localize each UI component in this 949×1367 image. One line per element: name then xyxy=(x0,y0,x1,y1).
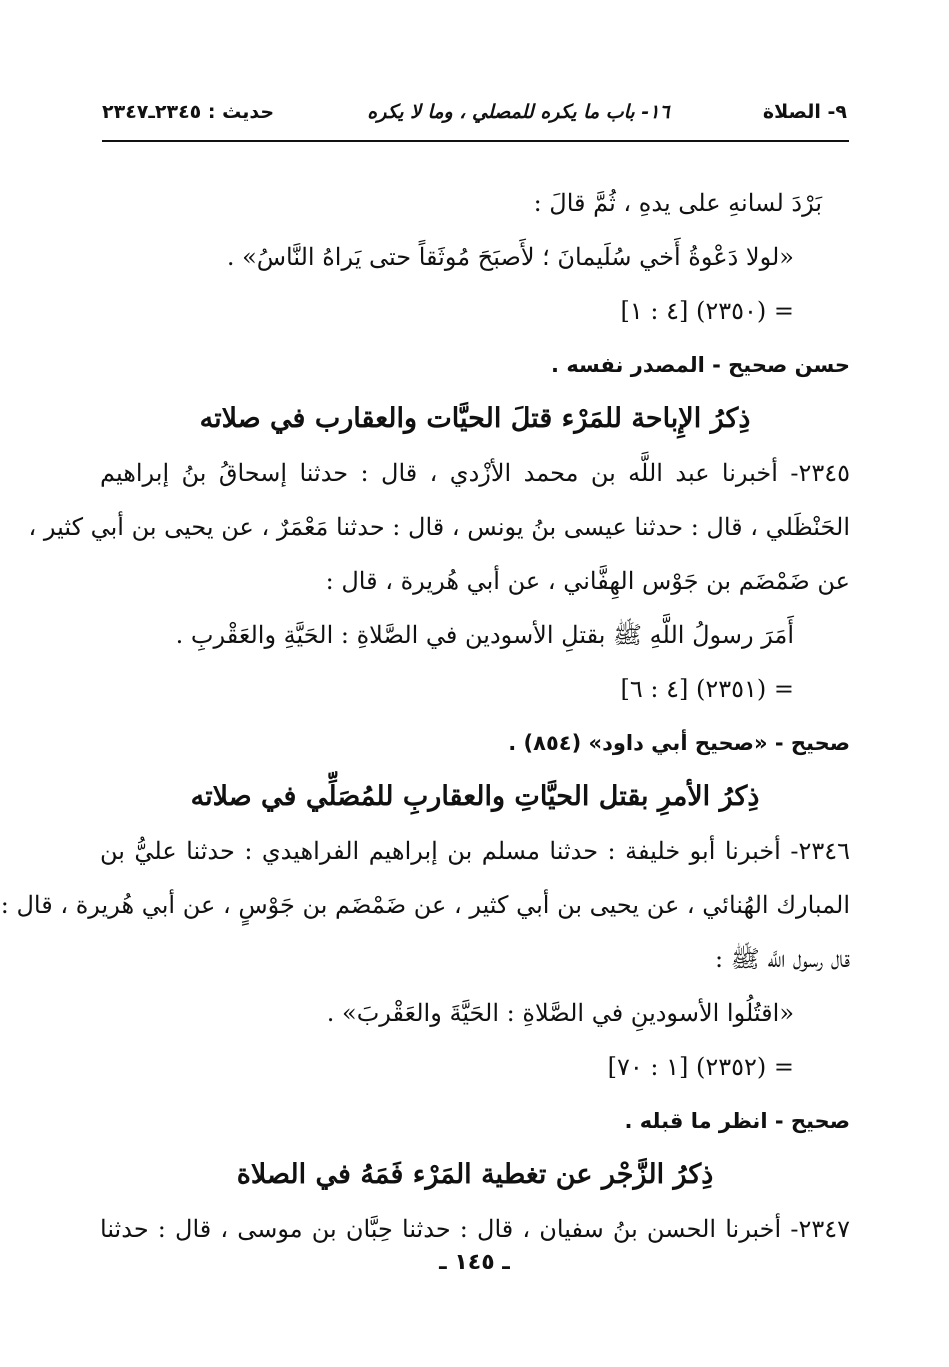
section-heading: ذِكرُ الأمرِ بقتل الحيَّاتِ والعقاربِ للمُصَلِّي في صلاته xyxy=(190,781,760,812)
grading-line: صحيح - انظر ما قبله . xyxy=(624,1109,850,1133)
header-rule xyxy=(102,140,849,142)
section-heading: ذِكرُ الزَّجْر عن تغطية المَرْء فَمَهُ في الصلاة xyxy=(236,1159,714,1190)
reference-line: = (٢٣٥٠) [٤ : ١] xyxy=(620,297,794,325)
page-number: ـ ١٤٥ ـ xyxy=(439,1250,510,1275)
grading-line: حسن صحيح - المصدر نفسه . xyxy=(551,353,850,377)
text-line: ٢٣٤٧- أخبرنا الحسن بنُ سفيان ، قال : حدثنا حِبَّان بن موسى ، قال : حدثنا xyxy=(100,1215,850,1243)
reference-line: = (٢٣٥١) [٤ : ٦] xyxy=(620,675,794,703)
hadith-text-line: أَمَرَ رسولُ اللَّهِ ﷺ بقتلِ الأسودين في الصَّلاةِ : الحَيَّةِ والعَقْربِ . xyxy=(175,621,794,649)
grading-line: صحيح - «صحيح أبي داود» (٨٥٤) . xyxy=(508,731,850,755)
text-line: الحَنْظَلي ، قال : حدثنا عيسى بنُ يونس ، قال : حدثنا مَعْمَرٌ ، عن يحيى بن أبي كثير ، xyxy=(28,513,850,541)
header-section: ١٦- باب ما يكره للمصلي ، وما لا يكره xyxy=(367,101,670,123)
text-line: بَرْدَ لسانهِ على يدهِ ، ثُمَّ قالَ : xyxy=(533,189,822,217)
page-body xyxy=(0,176,850,1256)
text-line: المبارك الهُنائي ، عن يحيى بن أبي كثير ، عن ضَمْضَم بن جَوْسٍ ، عن أبي هُريرة ، قال : xyxy=(0,891,850,919)
quote-line: «لولا دَعْوةُ أَخي سُلَيمانَ ؛ لأَصبَحَ مُوثَقاً حتى يَراهُ النَّاسُ» . xyxy=(226,243,794,271)
text-line: عن ضَمْضَم بن جَوْس الهِفَّاني ، عن أبي هُريرة ، قال : xyxy=(325,567,850,595)
page-header xyxy=(102,92,847,132)
reference-line: = (٢٣٥٢) [١ : ٧٠] xyxy=(607,1053,794,1081)
quote-line: «اقتُلُوا الأسودينِ في الصَّلاةِ : الحَيَّةَ والعَقْربَ» . xyxy=(326,999,794,1027)
header-hadith-range: حديث : ٢٣٤٥ـ٢٣٤٧ xyxy=(102,101,275,123)
header-chapter: ٩- الصلاة xyxy=(762,101,847,123)
section-heading: ذِكرُ الإِباحة للمَرْء قتلَ الحيَّات والعقارب في صلاته xyxy=(199,403,751,434)
text-line: ٢٣٤٦- أخبرنا أبو خليفة : حدثنا مسلم بن إبراهيم الفراهيدي : حدثنا عليُّ بن xyxy=(100,837,850,865)
text-line: ٢٣٤٥- أخبرنا عبد اللَّه بن محمد الأزْدي ، قال : حدثنا إسحاقُ بنُ إبراهيم xyxy=(100,459,850,487)
text-line: قال رسول اللَّه ﷺ : xyxy=(715,945,850,973)
